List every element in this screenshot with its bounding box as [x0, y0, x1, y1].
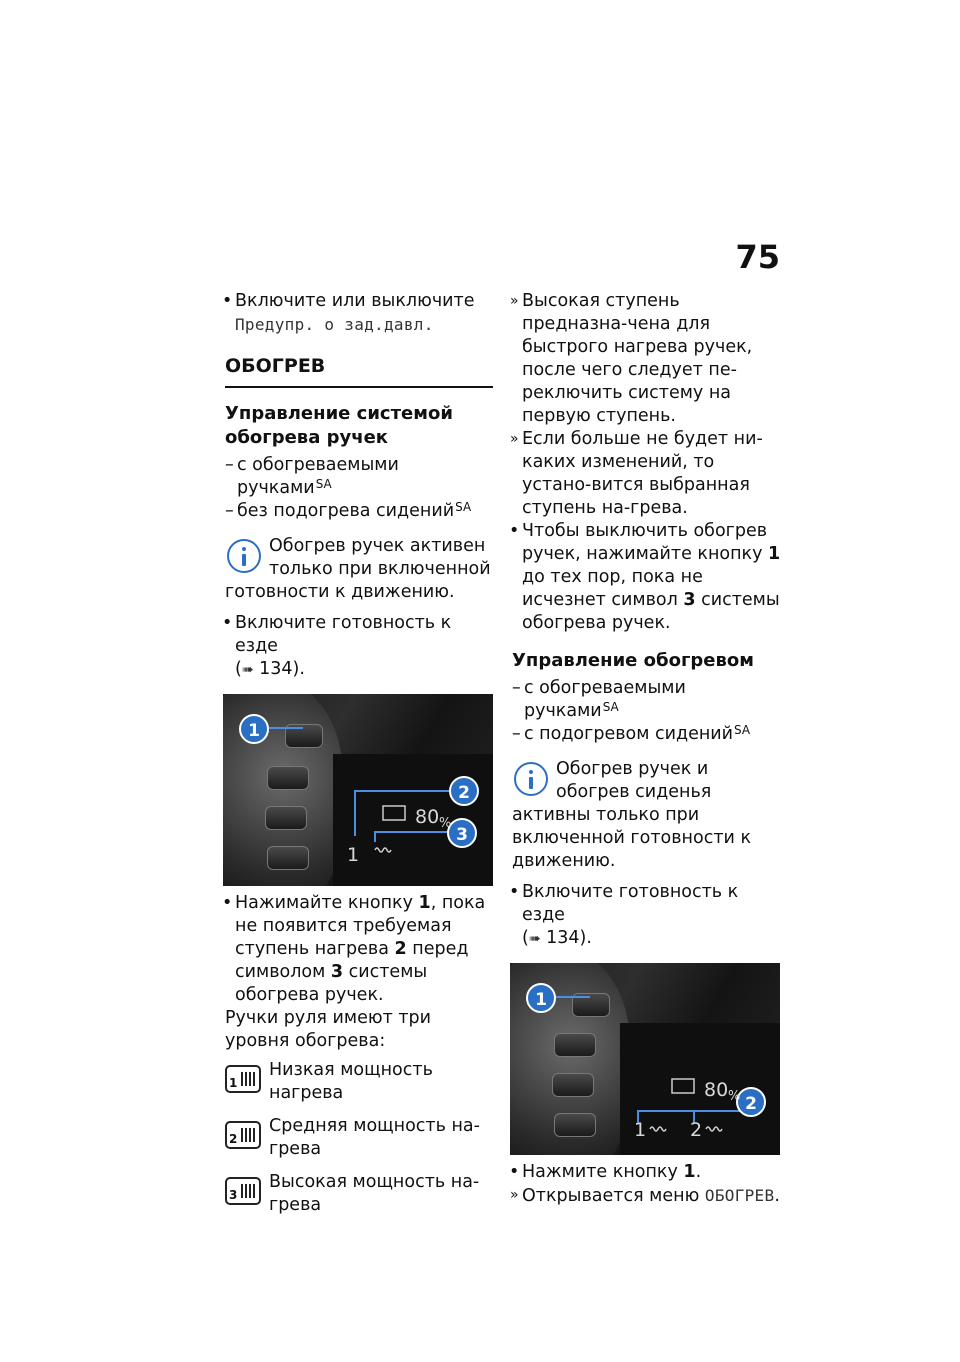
condition-seat-heating: – с подогревом сидений$^{SA}$: [512, 723, 782, 746]
result-menu-opens: » Открывается меню ОБОГРЕВ.: [512, 1184, 782, 1208]
heating-level-2-icon: 2: [225, 1121, 261, 1149]
info-icon: [514, 762, 548, 796]
bullet-switch-off: • Чтобы выключить обогрев ручек, нажимайте кнопку 1 до тех пор, пока не исчезнет символ 3 системы обогрева ручек.: [512, 520, 782, 635]
level-row-2: [225, 1115, 495, 1165]
levels-paragraph: Ручки руля имеют три уровня обогрева:: [225, 1008, 432, 1051]
bullet-ready: • Включите готовность к езде (➠ 134).: [512, 881, 782, 951]
bullet-ready: • Включите готовность к езде (➠ 134).: [225, 612, 495, 682]
handlebar-photo-1: [223, 694, 493, 886]
heating-level-3-icon: 3: [225, 1177, 261, 1205]
info-icon: [227, 539, 261, 573]
menu-name: ОБОГРЕВ: [704, 1186, 775, 1205]
page-ref-arrow-icon: ➠: [241, 662, 254, 678]
callout-2: 2: [736, 1087, 766, 1117]
page-ref-arrow-icon: ➠: [528, 931, 541, 947]
info-note: [512, 758, 782, 873]
result-high-level: » Высокая ступень предназна-чена для быстрого нагрева ручек, после чего следует пе-реключить систему на первую ступень.: [512, 290, 782, 428]
percent-sign: %: [728, 1089, 741, 1104]
left-column: [225, 290, 495, 1221]
heading-heating-control: Управление обогревом: [512, 650, 754, 671]
heading-grip-heating: Управление системой обогрева ручек: [225, 403, 453, 448]
result-no-change: » Если больше не будет ни-каких изменений, то устано-вится выбранная ступень на-грева.: [512, 428, 782, 520]
callout-1: 1: [526, 983, 556, 1013]
heating-level-display: 1: [347, 844, 360, 866]
condition-heated-grips: – с обогреваемыми ручками$^{SA}$: [225, 454, 495, 500]
intro-text: Включите или выключите: [235, 291, 475, 311]
page-number: 75: [735, 238, 780, 276]
heating-level-1-icon: 1: [225, 1065, 261, 1093]
level-3-text: Высокая мощность на-грева: [269, 1172, 480, 1215]
seat-heating-level-display: 2: [690, 1119, 703, 1141]
level-1-text: Низкая мощность нагрева: [269, 1060, 433, 1103]
grip-heating-level-display: 1: [634, 1119, 647, 1141]
callout-3: 3: [447, 818, 477, 848]
level-row-1: [225, 1059, 495, 1109]
handlebar-photo-2: [510, 963, 780, 1155]
bullet-press-button: • Нажмите кнопку 1.: [512, 1161, 782, 1184]
level-2-text: Средняя мощность на-грева: [269, 1116, 480, 1159]
charge-percent: 80: [415, 806, 440, 828]
percent-sign: %: [439, 816, 452, 831]
charge-percent: 80: [704, 1079, 729, 1101]
callout-2: 2: [449, 776, 479, 806]
warning-setting-name: Предупр. о зад.давл.: [235, 315, 434, 334]
callout-1: 1: [239, 714, 269, 744]
info-note-text: Обогрев ручек активен только при включенной готовности к движению.: [225, 536, 491, 602]
section-title: ОБОГРЕВ: [225, 355, 493, 388]
bullet-press-button: • Нажимайте кнопку 1, пока не появится требуемая ступень нагрева 2 перед символом 3 системы обогрева ручек.: [225, 892, 495, 1007]
info-note: [225, 535, 495, 604]
condition-no-seat-heating: – без подогрева сидений$^{SA}$: [225, 500, 495, 523]
info-note-text: Обогрев ручек и обогрев сиденья активны только при включенной готовности к движению.: [512, 759, 752, 871]
condition-heated-grips: – с обогреваемыми ручками$^{SA}$: [512, 677, 782, 723]
right-column: [512, 290, 782, 1208]
intro-bullet: [225, 290, 495, 337]
level-row-3: [225, 1171, 495, 1221]
